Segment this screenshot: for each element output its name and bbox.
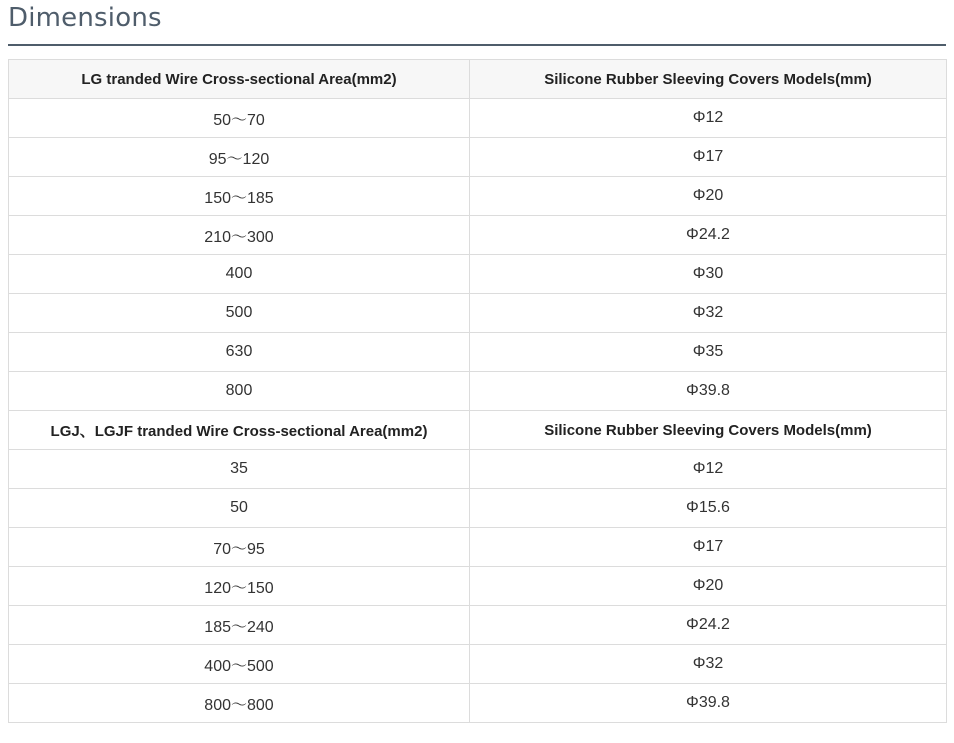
sleeving-model-cell: Φ12 — [470, 450, 947, 489]
sleeving-model-cell: Φ30 — [470, 255, 947, 294]
sleeving-model-cell: Φ17 — [470, 138, 947, 177]
table-row — [9, 567, 947, 606]
column-header-sleeving-model: Silicone Rubber Sleeving Covers Models(mm) — [470, 411, 947, 450]
table-row — [9, 177, 947, 216]
wire-area-cell: 50～70 — [9, 99, 470, 138]
wire-area-cell: 95～120 — [9, 138, 470, 177]
sleeving-model-cell: Φ32 — [470, 294, 947, 333]
wire-area-cell: 630 — [9, 333, 470, 372]
sleeving-model-cell: Φ17 — [470, 528, 947, 567]
wire-area-cell: 50 — [9, 489, 470, 528]
wire-area-cell: 120～150 — [9, 567, 470, 606]
sleeving-model-cell: Φ35 — [470, 333, 947, 372]
wire-area-cell: 800～800 — [9, 684, 470, 723]
sleeving-model-cell: Φ20 — [470, 177, 947, 216]
page-title: Dimensions — [8, 3, 162, 33]
table-row — [9, 138, 947, 177]
table-header-row — [9, 60, 947, 99]
column-header-wire-area: LG tranded Wire Cross-sectional Area(mm2) — [9, 60, 470, 99]
sleeving-model-cell: Φ39.8 — [470, 372, 947, 411]
wire-area-cell: 185～240 — [9, 606, 470, 645]
table-row — [9, 372, 947, 411]
dimensions-table — [8, 59, 947, 723]
table-row — [9, 489, 947, 528]
sleeving-model-cell: Φ24.2 — [470, 606, 947, 645]
table-subheader-row — [9, 411, 947, 450]
wire-area-cell: 70～95 — [9, 528, 470, 567]
table-row — [9, 333, 947, 372]
table-row — [9, 294, 947, 333]
wire-area-cell: 150～185 — [9, 177, 470, 216]
wire-area-cell: 400～500 — [9, 645, 470, 684]
table-row — [9, 216, 947, 255]
column-header-wire-area-lgj: LGJ、LGJF tranded Wire Cross-sectional Area(mm2) — [9, 411, 470, 450]
sleeving-model-cell: Φ12 — [470, 99, 947, 138]
wire-area-cell: 500 — [9, 294, 470, 333]
sleeving-model-cell: Φ15.6 — [470, 489, 947, 528]
table-row — [9, 99, 947, 138]
table-row — [9, 255, 947, 294]
sleeving-model-cell: Φ32 — [470, 645, 947, 684]
column-header-sleeving-model: Silicone Rubber Sleeving Covers Models(mm) — [470, 60, 947, 99]
wire-area-cell: 800 — [9, 372, 470, 411]
sleeving-model-cell: Φ39.8 — [470, 684, 947, 723]
section-heading — [8, 0, 946, 46]
table-row — [9, 528, 947, 567]
wire-area-cell: 400 — [9, 255, 470, 294]
table-row — [9, 645, 947, 684]
table-row — [9, 606, 947, 645]
sleeving-model-cell: Φ20 — [470, 567, 947, 606]
wire-area-cell: 35 — [9, 450, 470, 489]
table-row — [9, 450, 947, 489]
wire-area-cell: 210～300 — [9, 216, 470, 255]
table-row — [9, 684, 947, 723]
sleeving-model-cell: Φ24.2 — [470, 216, 947, 255]
